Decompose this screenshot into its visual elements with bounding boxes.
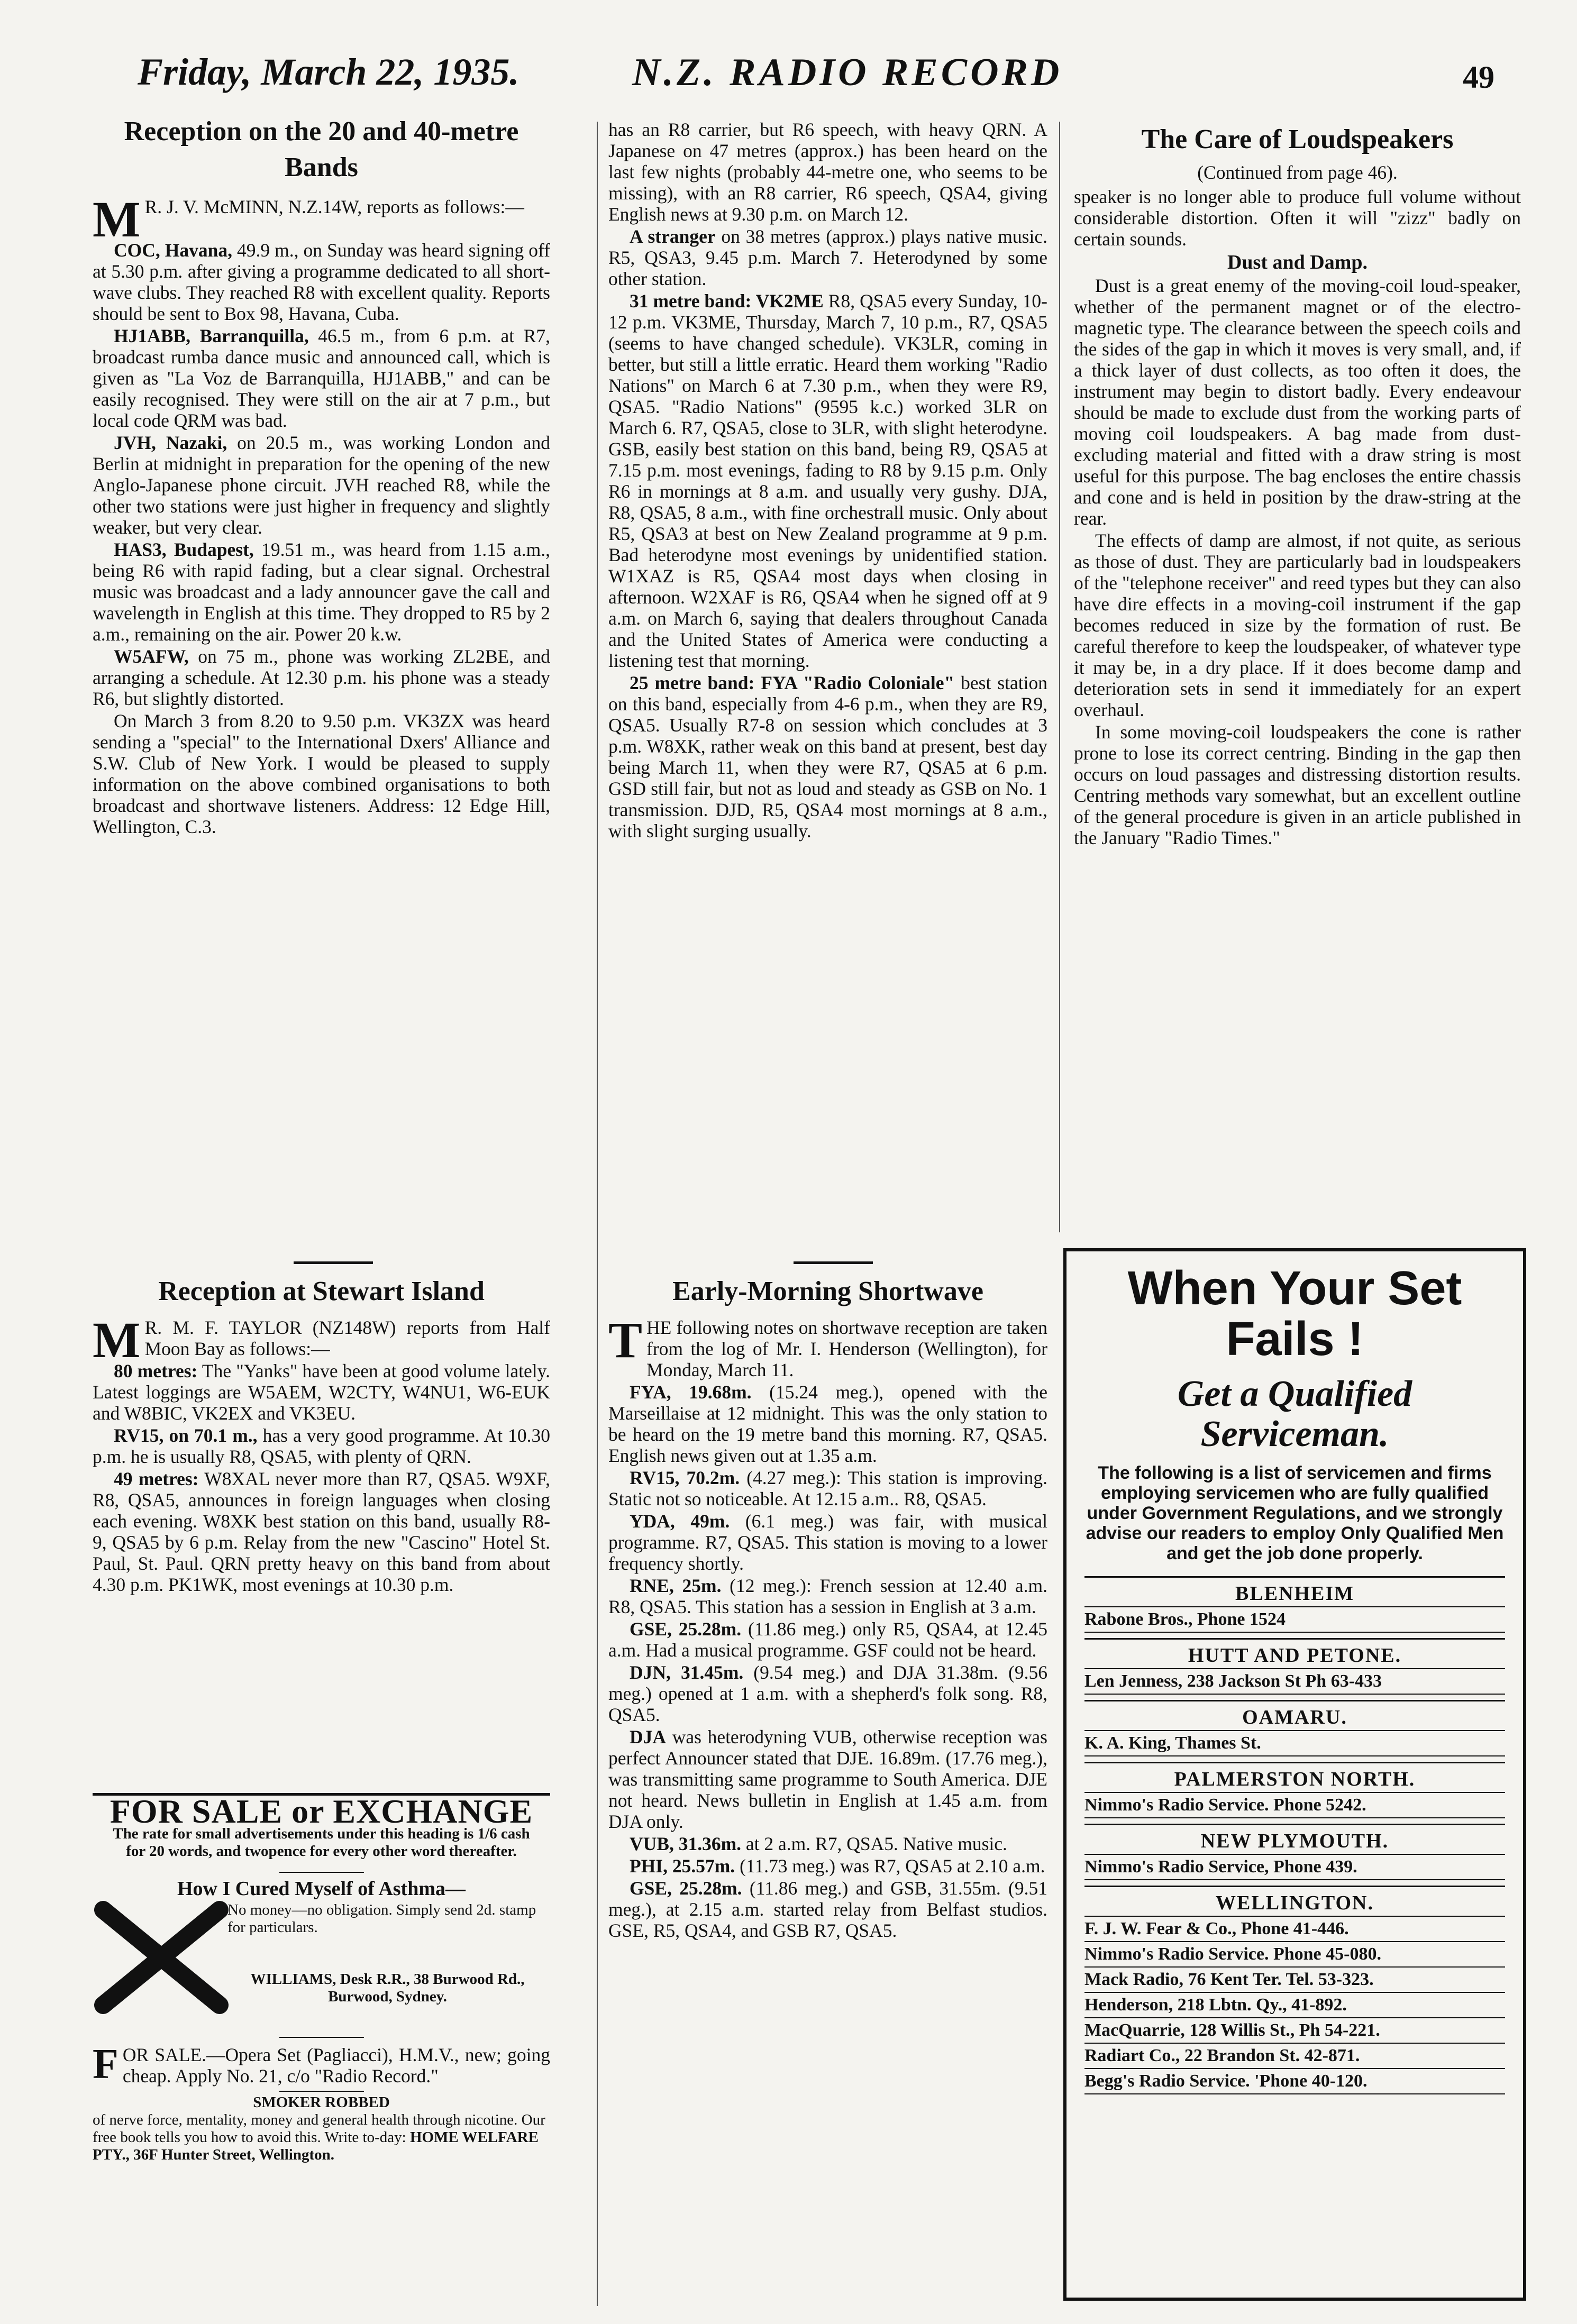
article-title: The Care of Loudspeakers [1141,124,1454,154]
paragraph: FYA, 19.68m. (15.24 meg.), opened with the Marseillaise at 12 midnight. This was the only station to be heard on the 19 metre band this morning. R7, QSA5. English news given out at 1.35 a.m. [608,1381,1047,1466]
column-divider [1059,122,1060,1232]
ad-title-line2: Fails ! [1226,1313,1364,1366]
paragraph: HAS3, Budapest, 19.51 m., was heard from 1.15 a.m., being R6 with rapid fading, but a clear signal. Orchestral music was broadcast and a lady announcer gave the call and wavelength in English at this time. They dropped to R5 by 2 a.m., remaining on the air. Power 20 k.w. [93,539,550,645]
drop-cap: M [93,191,141,248]
region-heading: OAMARU. [1084,1700,1505,1730]
cross-out-icon [93,1899,230,2016]
paragraph: DJN, 31.45m. (9.54 meg.) and DJA 31.38m. (9.56 meg.) opened at 1 a.m. with a shepherd's folk song. R8, QSA5. [608,1662,1047,1725]
drop-cap: F [93,2041,118,2088]
article-title: Reception at Stewart Island [158,1276,485,1306]
article-continuation [608,119,1047,843]
ad-subtitle-line2: Serviceman. [1200,1414,1389,1454]
asthma-ad-address: WILLIAMS, Desk R.R., 38 Burwood Rd., Burwood, Sydney. [250,1971,525,2005]
classifieds-section [93,1792,550,2164]
region-heading: BLENHEIM [1084,1576,1505,1606]
service-listing: Len Jenness, 238 Jackson St Ph 63-433 [1084,1668,1505,1695]
paragraph: 49 metres: W8XAL never more than R7, QSA5. W9XF, R8, QSA5, announces in foreign languages when closing each evening. W8XK best station on this band, usually R8-9, QSA5 by 6 p.m. Relay from the new "Cascino" Hotel St. Paul, St. Paul. QRN pretty heavy on this band from about 4.30 p.m. PK1WK, most evenings at 10.30 p.m. [93,1468,550,1595]
divider [279,1872,364,1873]
paragraph: YDA, 49m. (6.1 meg.) was fair, with musical programme. R7, QSA5. This station is moving to a lower frequency shortly. [608,1511,1047,1574]
issue-date: Friday, March 22, 1935. [138,51,519,93]
paragraph: speaker is no longer able to produce full volume without considerable distortion. Often it will "zizz" badly on certain sounds. [1074,186,1521,250]
paragraph: RNE, 25m. (12 meg.): French session at 12.40 a.m. R8, QSA5. This station has a session in English at 3 a.m. [608,1575,1047,1617]
paragraph: RV15, 70.2m. (4.27 meg.): This station is improving. Static not so noticeable. At 12.15 a.m.. R8, QSA5. [608,1467,1047,1509]
article-intro: R. M. F. TAYLOR (NZ148W) reports from Half Moon Bay as follows:— [144,1317,550,1359]
service-listing: Mack Radio, 76 Kent Ter. Tel. 53-323. [1084,1968,1505,1993]
paragraph: 31 metre band: VK2ME R8, QSA5 every Sunday, 10-12 p.m. VK3ME, Thursday, March 7, 10 p.m., R7, QSA5 (seems to have changed schedule). VK3LR, coming in better, but still a little erratic. Heard them working "Radio Nations" on March 6 at 7.30 p.m., when they were R9, QSA5. "Radio Nations" (9595 k.c.) worked 3LR on March 6. R7, QSA5, close to 3LR, with slight heterodyne. GSB, easily best station on this band, being R9, QSA5 at 7.15 p.m. most evenings, fading to R8 by 9.15 p.m. Only R6 in mornings at 8 a.m. and usually very gushy. DJA, R8, QSA5, 8 a.m., with fine orchestrall music. Only about R5, QSA3 at best on New Zealand programme at 9 p.m. Bad heterodyne most evenings by unidentified station. W1XAZ is R5, QSA4 most days when closing in afternoon. W2XAF is R6, QSA4 when he signed off at 9 a.m. on March 6, saying that dealers throughout Canada and the United States of America were conducting a listening test that morning. [608,290,1048,671]
paragraph: 80 metres: The "Yanks" have been at good volume lately. Latest loggings are W5AEM, W2CTY, W4NU1, W6-EUK and W8BIC, VK2EX and VK3EU. [93,1360,550,1424]
divider [279,2037,364,2038]
service-listing: Nimmo's Radio Service. Phone 45-080. [1084,1942,1505,1968]
service-listing: Rabone Bros., Phone 1524 [1084,1606,1505,1633]
paragraph: 25 metre band: FYA "Radio Coloniale" best station on this band, especially from 4-6 p.m., when they are R9, QSA5. Usually R7-8 on session which concludes at 3 p.m. W8XK, rather weak on this band at present, best day being March 11, when they were R7, QSA5 at 6 p.m. GSD still fair, but not as loud and steady as GSB on No. 1 transmission. DJD, R5, QSA4 most mornings at 8 a.m., with slight surging usually. [608,672,1047,841]
paragraph: Dust is a great enemy of the moving-coil loud-speaker, whether of the permanent magnet or of the electro-magnetic type. The clearance between the speech coils and the sides of the gap in which it moves is very small, and, if a thick layer of dust collects, as too often it does, the instrument may begin to distort badly. Every endeavour should be made to exclude dust from the working parts of moving coil loudspeakers. A bag made from dust-excluding material and fitted with a draw string is most useful for this purpose. The bag encloses the entire chassis and cone and is held in position by the draw-string at the rear. [1074,275,1521,529]
article-title: Reception on the 20 and 40-metre Bands [124,116,519,182]
service-listing: K. A. King, Thames St. [1084,1730,1505,1756]
paragraph: HJ1ABB, Barranquilla, 46.5 m., from 6 p.m. at R7, broadcast rumba dance music and announced call, which is given as "La Voz de Barranquilla, HJ1ABB," and can be easily recognised. They were still on the air at 7 p.m., but local code QRM was bad. [93,325,551,431]
article-loudspeakers [1074,122,1521,849]
paragraph: On March 3 from 8.20 to 9.50 p.m. VK3ZX was heard sending a "special" to the International Dxers' Alliance and S.W. Club of New York. I would be pleased to supply information on the above combined organisations to both broadcast and shortwave listeners. Address: 12 Edge Hill, Wellington, C.3. [93,710,550,837]
section-rule [794,1261,873,1264]
region-heading: NEW PLYMOUTH. [1084,1824,1505,1854]
paragraph: GSE, 25.28m. (11.86 meg.) and GSB, 31.55m. (9.51 meg.), at 2.15 a.m. started relay from Belfast studios. GSE, R5, QSA4, and GSB R7, QSA5. [608,1878,1047,1941]
asthma-ad-text: No money—no obligation. Simply send 2d. stamp for particulars. [227,1901,536,1936]
ad-intro: The following is a list of servicemen and firms employing servicemen who are fully qualified under Government Regulations, and we strongly advise our readers to employ Only Qualified Men and get the job done properly. [1086,1463,1504,1563]
paragraph: A stranger on 38 metres (approx.) plays native music. R5, QSA3, 9.45 p.m. March 7. Heterodyned by some other station. [608,226,1047,289]
article-early-morning [608,1274,1047,1942]
classifieds-title: FOR SALE or EXCHANGE [110,1792,533,1830]
drop-cap: T [608,1312,643,1368]
service-listing: MacQuarrie, 128 Willis St., Ph 54-221. [1084,2018,1505,2044]
paragraph: GSE, 25.28m. (11.86 meg.) only R5, QSA4, at 12.45 a.m. Had a musical programme. GSF could not be heard. [608,1618,1047,1661]
paragraph: PHI, 25.57m. (11.73 meg.) was R7, QSA5 at 2.10 a.m. [630,1855,1045,1877]
article-intro: R. J. V. McMINN, N.Z.14W, reports as follows:— [144,196,524,217]
page-header [0,0,1577,106]
continued-note: (Continued from page 46). [1197,162,1398,183]
article-intro: HE following notes on shortwave reception are taken from the log of Mr. I. Henderson (Wellington), for Monday, March 11. [646,1317,1047,1380]
ad-title-line1: When Your Set [1127,1262,1462,1315]
paragraph: VUB, 31.36m. at 2 a.m. R7, QSA5. Native music. [630,1833,1007,1854]
paragraph: W5AFW, on 75 m., phone was working ZL2BE, and arranging a schedule. At 12.30 p.m. his phone was a steady R6, but slightly distorted. [93,646,550,709]
paragraph: In some moving-coil loudspeakers the cone is rather prone to lose its correct centring. Binding in the gap then occurs on loud passages and distressing distortion results. Centring methods vary somewhat, but an excellent outline of the general procedure is given in an article published in the January "Radio Times." [1074,721,1521,848]
ad-subtitle-line1: Get a Qualified [1177,1374,1412,1414]
column-divider [597,122,598,2306]
classifieds-rates: The rate for small advertisements under this heading is 1/6 cash for 20 words, and twopence for every other word thereafter. [113,1825,530,1860]
service-listing: F. J. W. Fear & Co., Phone 41-446. [1084,1916,1505,1942]
article-stewart-island [93,1274,550,1596]
drop-cap: M [93,1312,141,1368]
paragraph: DJA was heterodyning VUB, otherwise reception was perfect Announcer stated that DJE. 16.89m. (17.76 meg.), was transmitting same programme to South America. DJE not heard. News bulletin in English at 1.45 a.m. from DJA only. [608,1726,1047,1832]
divider [279,2091,364,2092]
service-listing: Nimmo's Radio Service. Phone 5242. [1084,1792,1505,1818]
smoker-ad-text: of nerve force, mentality, money and general health through nicotine. Our free book tells you how to avoid this. Write to-day: HOME WELFARE PTY., 36F Hunter Street, Wellington. [93,2111,545,2163]
paragraph: JVH, Nazaki, on 20.5 m., was working London and Berlin at midnight in preparation for the opening of the new Anglo-Japanese phone circuit. JVH reached R8, while the other two stations were just higher in frequency and slightly weaker, but very clear. [93,432,551,538]
asthma-ad-title: How I Cured Myself of Asthma— [177,1878,466,1900]
article-title: Early-Morning Shortwave [672,1276,983,1306]
region-heading: WELLINGTON. [1084,1886,1505,1916]
smoker-ad-title: SMOKER ROBBED [253,2094,390,2111]
service-listing: Nimmo's Radio Service, Phone 439. [1084,1854,1505,1880]
service-listing: Henderson, 218 Lbtn. Qy., 41-892. [1084,1993,1505,2018]
section-rule [294,1261,373,1264]
asthma-ad [93,1899,550,2037]
service-listing: Begg's Radio Service. 'Phone 40-120. [1084,2069,1505,2094]
paragraph: RV15, on 70.1 m., has a very good programme. At 10.30 p.m. he is usually R8, QSA5, with plenty of QRN. [93,1425,550,1467]
subheading: Dust and Damp. [1227,251,1368,273]
service-listing: Radiart Co., 22 Brandon St. 42-871. [1084,2044,1505,2069]
page-number: 49 [1463,60,1494,95]
paragraph: COC, Havana, 49.9 m., on Sunday was heard signing off at 5.30 p.m. after giving a programme dedicated to all short-wave clubs. They reached R8 with excellent quality. Reports should be sent to Box 98, Havana, Cuba. [93,240,550,324]
region-heading: HUTT AND PETONE. [1084,1638,1505,1668]
opera-set-ad: OR SALE.—Opera Set (Pagliacci), H.M.V., new; going cheap. Apply No. 21, c/o "Radio Record." [122,2044,550,2087]
publication-title: N.Z. RADIO RECORD [632,51,1063,94]
region-heading: PALMERSTON NORTH. [1084,1762,1505,1792]
paragraph: The effects of damp are almost, if not quite, as serious as those of dust. They are particularly bad in loudspeakers of the "telephone receiver" and reed types but they can also have dire effects in a moving-coil instrument if the gap becomes reduced in size by the formation of rust. Be careful therefore to keep the loudspeaker, of whatever type it may be, in a dry place. If it does become damp and deterioration sets in send it immediately for an expert overhaul. [1074,530,1521,720]
article-reception-20-40 [93,114,550,838]
serviceman-advertisement [1063,1248,1526,2301]
paragraph: has an R8 carrier, but R6 speech, with heavy QRN. A Japanese on 47 metres (approx.) has been heard on the last few nights (probably 44-metre one, who seems to be missing), with an R8 carrier, R6 speech, QSA4, giving English news at 9.30 p.m. on March 12. [608,119,1047,225]
